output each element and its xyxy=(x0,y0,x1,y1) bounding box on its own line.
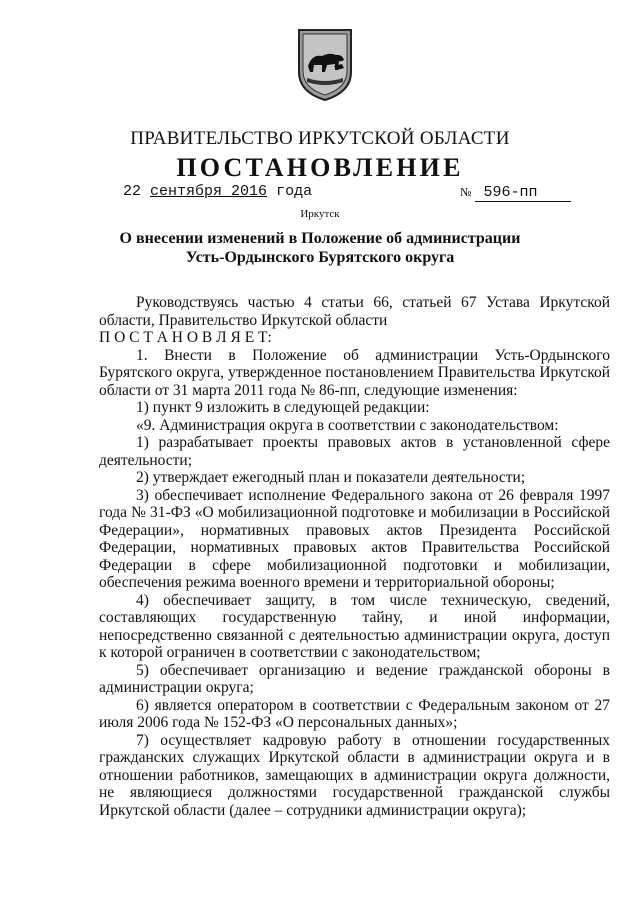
date-day: 22 xyxy=(123,183,142,200)
title-line-1: О внесении изменений в Положение об администрации xyxy=(119,230,521,247)
paragraph-9-6: 6) является оператором в соответствии с Федеральным законом от 27 июля 2006 года № 152-ФЗ «О персональных данных»; xyxy=(99,696,610,731)
coat-of-arms-icon xyxy=(294,24,356,102)
number-prefix: № xyxy=(460,185,472,199)
paragraph-9-7: 7) осуществляет кадровую работу в отношении государственных гражданских служащих Иркутской области в администрации округа и в отношении работников, замещающих в администрации округа должности, не являющиеся должностями государственной гражданской службы Иркутской области (далее – сотрудники администрации округа); xyxy=(99,731,610,819)
number-value: 596-пп xyxy=(475,184,571,202)
date-month-year: сентября 2016 xyxy=(150,183,268,200)
title-line-2: Усть-Ордынского Бурятского округа xyxy=(185,249,455,266)
document-date xyxy=(123,183,312,200)
subitem-1: 1) пункт 9 изложить в следующей редакции: xyxy=(136,399,430,416)
document-body xyxy=(99,294,610,819)
document-type: ПОСТАНОВЛЕНИЕ xyxy=(176,153,464,182)
organization-name: ПРАВИТЕЛЬСТВО ИРКУТСКОЙ ОБЛАСТИ xyxy=(130,128,510,149)
document-number xyxy=(460,183,571,202)
paragraph-9: «9. Администрация округа в соответствии с законодательством: xyxy=(136,416,559,434)
paragraph-9-2: 2) утверждает ежегодный план и показатели деятельности; xyxy=(136,469,526,486)
intro-paragraph: Руководствуясь частью 4 статьи 66, статьей 67 Устава Иркутской области, Правительство Иркутской области xyxy=(99,294,610,329)
paragraph-9-1: 1) разрабатывает проекты правовых актов в установленной сфере деятельности; xyxy=(99,434,610,469)
item-1: 1. Внести в Положение об администрации Усть-Ордынского Бурятского округа, утвержденное постановлением Правительства Иркутской области от 31 марта 2011 года № 86-пп, следующие изменения: xyxy=(99,346,610,399)
city-name: Иркутск xyxy=(300,208,340,220)
paragraph-9-5: 5) обеспечивает организацию и ведение гражданской обороны в администрации округа; xyxy=(99,661,610,696)
date-suffix: года xyxy=(276,183,313,200)
decree-word: П О С Т А Н О В Л Я Е Т: xyxy=(99,329,272,346)
document-title xyxy=(0,229,640,267)
paragraph-9-3: 3) обеспечивает исполнение Федерального закона от 26 февраля 1997 года № 31-ФЗ «О мобилизационной подготовке и мобилизации в Российской Федерации», нормативных правовых актов Президента Российской Федерации, нормативных правовых актов Правительства Российской Федерации в сфере мобилизационной подготовки и мобилизации, обеспечения режима военного времени и территориальной обороны; xyxy=(99,486,610,591)
paragraph-9-4: 4) обеспечивает защиту, в том числе техническую, сведений, составляющих государственную тайну, и иной информации, непосредственно связанной с деятельностью администрации округа, доступ к которой ограничен в соответствии с законодательством; xyxy=(99,591,610,661)
